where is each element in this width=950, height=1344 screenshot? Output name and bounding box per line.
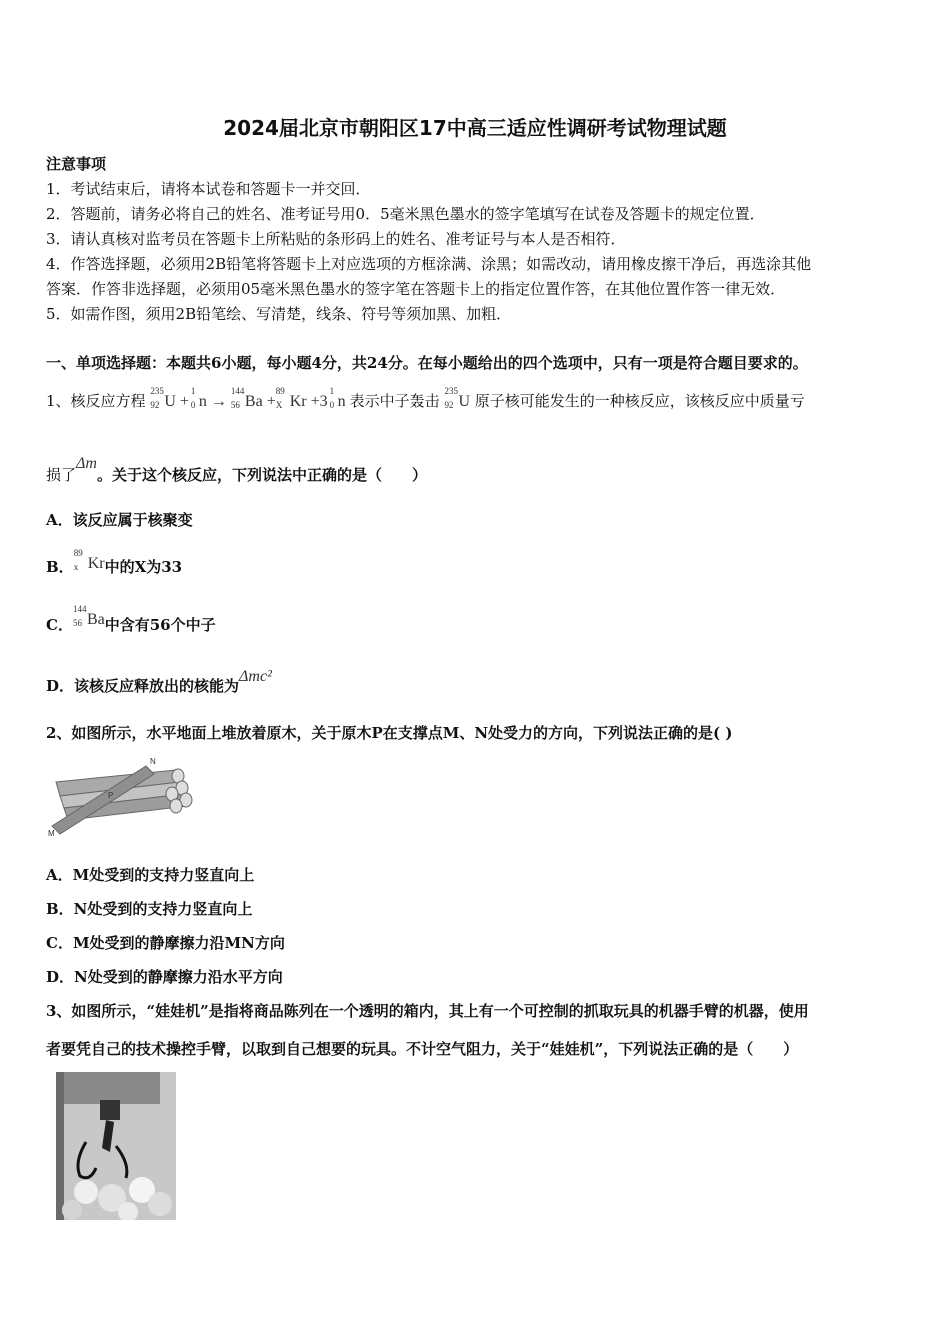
section-heading: 一、单项选择题：本题共6小题，每小题4分，共24分。在每小题给出的四个选项中，只有一项是符合题目要求的。: [46, 354, 808, 372]
q3-line1: 3、如图所示，“娃娃机”是指将商品陈列在一个透明的箱内，其上有一个可控制的抓取玩具的机器手臂的机器，使用: [46, 1002, 809, 1020]
nuclear-equation: 235 92 U + 1 0 n → 144 56 Ba + 89 X Kr +3 1 0 n: [150, 386, 346, 411]
uranium-nucleus: 235 92 U: [444, 386, 471, 410]
q1-line1: [46, 386, 805, 411]
energy-formula: Δmc²: [239, 668, 272, 685]
logs-figure: [46, 752, 198, 838]
q2-option-a[interactable]: A．M处受到的支持力竖直向上: [46, 866, 255, 884]
notice-item: 答案．作答非选择题，必须用05毫米黑色墨水的签字笔在答题卡上的指定位置作答，在其他位置作答一律无效．: [46, 280, 786, 298]
q1-option-a[interactable]: A．该反应属于核聚变: [46, 511, 193, 529]
q2-option-d[interactable]: D．N处受到的静摩擦力沿水平方向: [46, 968, 283, 986]
q1-option-c[interactable]: C． 144 56 Ba中含有56个中子: [46, 604, 216, 634]
notice-item: 1．考试结束后，请将本试卷和答题卡一并交回．: [46, 180, 371, 198]
label-n: N: [150, 757, 156, 766]
q1-option-d[interactable]: D．该核反应释放出的核能为Δmc²: [46, 668, 272, 695]
q2-option-b[interactable]: B．N处受到的支持力竖直向上: [46, 900, 253, 918]
delta-m: Δm: [76, 455, 97, 472]
q1-line2: 损了Δm。关于这个核反应，下列说法中正确的是（ ）: [46, 455, 427, 484]
notice-item: 2．答题前，请务必将自己的姓名、准考证号用0．5毫米黑色墨水的签字笔填写在试卷及答题卡的规定位置．: [46, 205, 765, 223]
q1-option-b[interactable]: B． 89 x Kr中的X为33: [46, 548, 183, 576]
label-m: M: [48, 829, 55, 838]
q2-option-c[interactable]: C．M处受到的静摩擦力沿MN方向: [46, 934, 285, 952]
q1-mid: 表示中子轰击: [349, 392, 440, 410]
q1-prefix: 1、核反应方程: [46, 392, 146, 410]
q2-stem: 2、如图所示，水平地面上堆放着原木，关于原木P在支撑点M、N处受力的方向，下列说法正确的是( ): [46, 724, 733, 742]
q1-suffix: 原子核可能发生的一种核反应，该核反应中质量亏: [474, 392, 805, 410]
claw-machine-photo: [56, 1072, 176, 1220]
q3-line2: 者要凭自己的技术操控手臂，以取到自己想要的玩具。不计空气阻力，关于“娃娃机”，下列说法正确的是（ ）: [46, 1040, 799, 1058]
notice-item: 5．如需作图，须用2B铅笔绘、写清楚，线条、符号等须加黑、加粗．: [46, 305, 512, 323]
notice-item: 3．请认真核对监考员在答题卡上所粘贴的条形码上的姓名、准考证号与本人是否相符．: [46, 230, 626, 248]
notice-heading: 注意事项: [46, 155, 107, 173]
page-title: 2024届北京市朝阳区17中高三适应性调研考试物理试题: [223, 116, 727, 140]
notice-item: 4．作答选择题，必须用2B铅笔将答题卡上对应选项的方框涂满、涂黑；如需改动，请用橡皮擦干净后，再选涂其他: [46, 255, 812, 273]
label-p: P: [108, 791, 114, 800]
